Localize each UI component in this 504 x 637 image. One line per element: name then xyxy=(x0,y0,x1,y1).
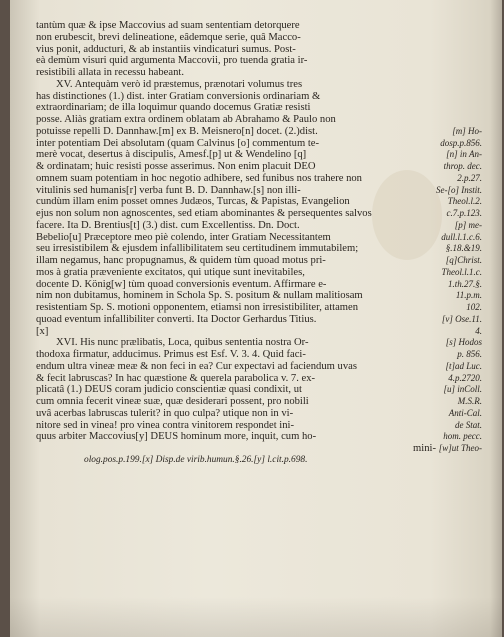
line-text: extraordinariam; de illa loquimur quando docemus Gratiæ resisti xyxy=(36,102,311,114)
line-text: quoad eventum infallibiliter converti. Ita Doctor Gerhardus Titius. xyxy=(36,313,317,325)
line-text: & fecit labruscas? In hac quæstione & querela parabolica v. 7. ex- xyxy=(36,372,316,384)
line-text: cum omnia fecerit vineæ suæ, quæ desiderari possent, pro nobili xyxy=(36,396,309,407)
line-text: inter potentiam Dei absolutam (quam Calvinus [o] commentum te- xyxy=(36,137,320,149)
margin-note: [v] Ose.11. xyxy=(441,313,482,324)
margin-note: [w]ut Theo- xyxy=(438,443,482,453)
margin-note: [q]Christ. xyxy=(445,255,482,265)
line-text: omnem suam potentiam in hoc negotio adhibere, sed funibus nos trahere non xyxy=(36,172,362,184)
margin-note: M.S.R. xyxy=(457,396,482,406)
line-text: ejus non solum non agnoscentes, sed etiam abominantes & persequentes salvos xyxy=(36,208,372,219)
margin-note: dull.l.1.c.6. xyxy=(441,231,482,242)
line-text: mos à gratia præveniente excitatos, qui utique sunt inevitabiles, xyxy=(36,266,305,278)
margin-note: 1.th.27.§. xyxy=(447,278,482,289)
text-line xyxy=(36,337,482,349)
margin-note: throp. dec. xyxy=(443,161,482,171)
line-text: Bebelio[u] Præceptore meo piè colendo, inter Gratiam Necessitantem xyxy=(36,231,331,243)
line-text: mini- xyxy=(413,443,436,454)
line-text: thodoxa firmatur, adducimus. Primus est Esf. V. 3. 4. Quid faci- xyxy=(36,349,306,360)
text-line xyxy=(36,231,482,244)
margin-note: dosp.p.856. xyxy=(440,137,482,148)
text-line xyxy=(36,243,482,255)
text-line xyxy=(36,372,482,385)
text-line xyxy=(36,196,482,208)
text-line xyxy=(36,349,482,361)
line-text: facere. Ita D. Brentius[t] (3.) dist. cum Excellentiss. Dn. Doct. xyxy=(36,219,300,231)
margin-note: Theol.l.2. xyxy=(447,196,482,207)
text-line xyxy=(36,255,482,267)
text-line xyxy=(36,161,482,173)
page-text-block xyxy=(36,20,482,467)
text-line xyxy=(36,67,476,79)
margin-note: [s] Hodos xyxy=(445,337,482,348)
text-line xyxy=(36,431,482,443)
line-text: has distinctiones (1.) dist. inter Gratiam conversionis ordinariam & xyxy=(36,90,321,102)
margin-note: 2.p.27. xyxy=(457,172,482,183)
text-line xyxy=(36,125,482,138)
margin-note: [p] me- xyxy=(454,219,482,230)
line-text: [x] xyxy=(36,325,49,337)
line-text: endum ultra vineæ meæ & non feci in ea? Cur expectavi ad faciendum uvas xyxy=(36,360,357,372)
margin-note: [m] Ho- xyxy=(452,125,482,136)
text-line xyxy=(36,360,482,373)
text-line xyxy=(36,114,476,126)
line-text: XVI. His nunc prælibatis, Loca, quibus sententia nostra Or- xyxy=(56,337,309,349)
text-line xyxy=(36,443,482,455)
line-text: nitore sed in vinea! pro vinea contra vinitorem respondet ini- xyxy=(36,419,294,431)
text-line xyxy=(36,44,476,56)
line-text: XV. Antequàm verò id præstemus, prænotari volumus tres xyxy=(56,78,303,90)
line-text: docente D. König[w] tùm quoad conversionis eventum. Affirmare e- xyxy=(36,278,327,290)
text-line xyxy=(36,149,482,161)
text-line xyxy=(36,419,482,432)
text-line xyxy=(36,278,482,291)
line-text: uvâ acerbas labruscas tulerit? in quo culpa? utique non in vi- xyxy=(36,407,294,419)
margin-note: Anti-Cal. xyxy=(448,407,482,418)
margin-note: [u] inColl. xyxy=(443,384,482,395)
text-line xyxy=(36,79,476,91)
line-text: tantùm quæ & ipse Maccovius ad suam sententiam detorquere xyxy=(36,20,300,31)
text-line xyxy=(36,455,476,467)
margin-note: Se-[o] Instit. xyxy=(436,184,482,195)
text-line xyxy=(36,184,482,197)
line-text: non erubescit, brevi delineatione, eâdemque serie, quâ Macco- xyxy=(36,31,301,43)
margin-note: hom. pecc. xyxy=(443,431,482,442)
text-line xyxy=(36,137,482,150)
line-text: eà demùm visuri quid argumenta Maccovii, pro tuenda gratia ir- xyxy=(36,55,308,67)
line-text: olog.pos.p.199.[x] Disp.de virib.humun.§.26.[y] l.cit.p.698. xyxy=(84,454,308,465)
text-line xyxy=(36,91,476,103)
text-line xyxy=(36,290,482,302)
text-line xyxy=(36,266,482,279)
text-line xyxy=(36,219,482,232)
margin-note: [t]ad Luc. xyxy=(445,360,482,371)
line-text: plicatâ (1.) DEUS coram judicio conscientiæ quasi condixit, ut xyxy=(36,384,302,396)
text-line xyxy=(36,325,482,338)
line-text: seu irresistibilem & ejusdem infallibilitatem seu certitudinem immutabilem; xyxy=(36,243,359,255)
text-line xyxy=(36,55,476,67)
margin-note: §.18.&19. xyxy=(445,243,482,254)
margin-note: 11.p.m. xyxy=(455,290,482,301)
text-line xyxy=(36,396,482,408)
margin-note: [n] in An- xyxy=(446,149,482,160)
line-text: quus arbiter Maccovius[y] DEUS hominum more, inquit, cum ho- xyxy=(36,431,317,443)
margin-note: Theol.l.1.c. xyxy=(441,266,482,277)
margin-note: p. 856. xyxy=(457,349,482,359)
margin-note: 4. xyxy=(475,325,482,336)
line-text: merè vocat, desertus à discipulis, Amesf.[p] ut & Wendelino [q] xyxy=(36,149,307,161)
line-text: posse. Aliàs gratiam extra ordinem oblatam ab Abrahamo & Paulo non xyxy=(36,114,336,125)
margin-note: 4.p.2720. xyxy=(448,372,482,383)
margin-note: c.7.p.123. xyxy=(446,208,482,218)
text-line xyxy=(36,313,482,326)
margin-note: de Stat. xyxy=(455,419,482,430)
line-text: resistibili allata in recessu habeant. xyxy=(36,67,184,78)
text-line xyxy=(36,384,482,396)
line-text: resistentiam Sp. S. motioni opponentem, etiamsi non irresistibiliter, attamen xyxy=(36,302,359,313)
line-text: vitulinis sed humanis[r] verba funt B. D. Dannhaw.[s] non illi- xyxy=(36,184,301,196)
line-text: cundùm illam enim posset omnes Judæos, Turcas, & Papistas, Evangelion xyxy=(36,196,350,208)
text-line xyxy=(36,208,482,220)
text-line xyxy=(36,32,476,44)
line-text: illam negamus, hanc propugnamus, & quidem tùm quoad motus pri- xyxy=(36,255,326,266)
book-page xyxy=(10,0,502,637)
line-text: vius ponit, adducturi, & ab instantiis vindicaturi sumus. Post- xyxy=(36,43,296,55)
text-line xyxy=(36,302,482,314)
margin-note: 102. xyxy=(466,302,482,312)
line-text: & ordinatam; huic resisti posse asserimus. Non enim placuit DEO xyxy=(36,161,316,172)
text-line xyxy=(36,407,482,420)
text-line xyxy=(36,172,482,185)
line-text: potuisse repelli D. Dannhaw.[m] ex B. Meisnero[n] docet. (2.)dist. xyxy=(36,125,318,137)
text-line xyxy=(36,20,476,32)
line-text: nim non dubitamus, hominem in Schola Sp. S. positum & nullam malitiosam xyxy=(36,290,363,302)
text-line xyxy=(36,102,476,114)
